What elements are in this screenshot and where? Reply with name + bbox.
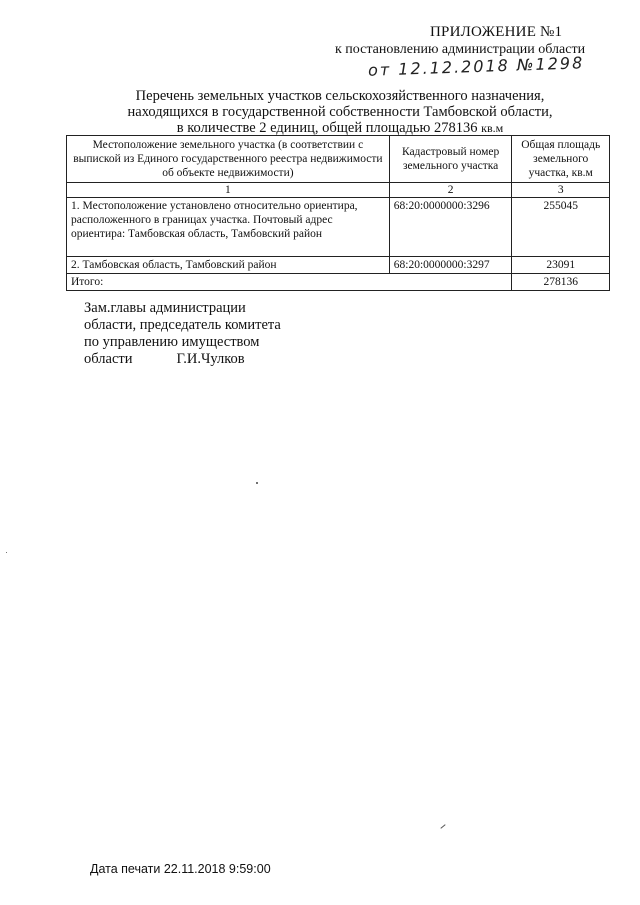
signatory-name: Г.И.Чулков (176, 351, 245, 367)
title-line-3-unit: кв.м (481, 121, 504, 135)
total-row (67, 274, 610, 291)
signature-line-1: Зам.главы администрации (84, 300, 246, 316)
column-number-row (67, 183, 610, 198)
title-line-3-main: в количестве 2 единиц, общей площадью 278136 (176, 120, 478, 136)
total-value: 278136 (512, 274, 610, 291)
appendix-subtitle: к постановлению администрации области (335, 42, 586, 57)
scan-speck (6, 552, 7, 553)
row-area: 255045 (512, 198, 610, 257)
table-row (67, 257, 610, 274)
land-plots-table (66, 135, 610, 291)
row-location: 2. Тамбовская область, Тамбовский район (67, 257, 390, 274)
signature-line-2: области, председатель комитета (84, 317, 281, 333)
signature-block (84, 300, 281, 368)
column-number-1: 1 (67, 183, 390, 198)
print-date: Дата печати 22.11.2018 9:59:00 (90, 862, 271, 876)
table-header-row (67, 136, 610, 183)
row-cadastral: 68:20:0000000:3296 (389, 198, 512, 257)
header-area: Общая площадь земельного участка, кв.м (512, 136, 610, 183)
title-line-1: Перечень земельных участков сельскохозяйственного назначения, (135, 88, 545, 104)
row-area: 23091 (512, 257, 610, 274)
handwritten-reference: от 12.12.2018 №1298 (367, 53, 585, 80)
total-label: Итого: (67, 274, 512, 291)
scan-speck (256, 482, 258, 484)
signature-line-4 (84, 351, 281, 368)
row-cadastral: 68:20:0000000:3297 (389, 257, 512, 274)
scan-mark (440, 824, 445, 829)
appendix-title: ПРИЛОЖЕНИЕ №1 (430, 24, 563, 40)
header-cadastral: Кадастровый номер земельного участка (389, 136, 512, 183)
title-line-2: находящихся в государственной собственности Тамбовской области, (127, 104, 553, 120)
title-line-3 (100, 120, 580, 136)
signature-line-3: по управлению имуществом (84, 334, 260, 350)
table-row (67, 198, 610, 257)
row-location: 1. Местоположение установлено относительно ориентира, расположенного в границах участка. Почтовый адрес ориентира: Тамбовская область, Тамбовский район (67, 198, 390, 257)
document-title (100, 88, 580, 136)
column-number-2: 2 (389, 183, 512, 198)
column-number-3: 3 (512, 183, 610, 198)
signature-region-word: области (84, 351, 133, 367)
header-location: Местоположение земельного участка (в соответствии с выпиской из Единого государственного реестра недвижимости об объекте недвижимости) (67, 136, 390, 183)
